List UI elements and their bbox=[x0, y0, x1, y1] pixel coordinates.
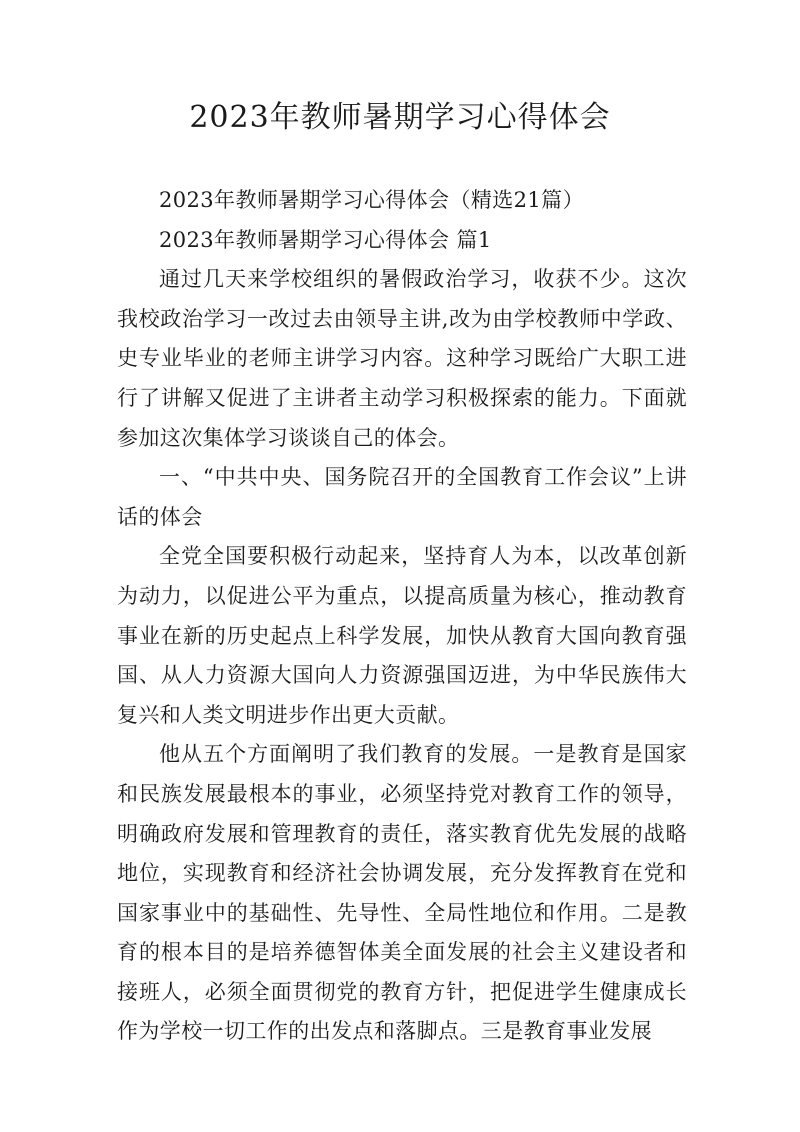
paragraph-quote: 全党全国要积极行动起来，坚持育人为本，以改革创新为动力，以促进公平为重点，以提高质量为核心，推动教育事业在新的历史起点上科学发展，加快从教育大国向教育强国、从人力资源大国向人力资源强国迈进，为中华民族伟大复兴和人类文明进步作出更大贡献。 bbox=[117, 544, 687, 727]
paragraph-five-aspects: 他从五个方面阐明了我们教育的发展。一是教育是国家和民族发展最根本的事业，必须坚持党对教育工作的领导，明确政府发展和管理教育的责任，落实教育优先发展的战略地位，实现教育和经济社会协调发展，充分发挥教育在党和国家事业中的基础性、先导性、全局性地位和作用。二是教育的根本目的是培养德智体美全面发展的社会主义建设者和接班人，必须全面贯彻党的教育方针，把促进学生健康成长作为学校一切工作的出发点和落脚点。三是教育事业发展 bbox=[117, 742, 687, 1044]
article-heading: 2023年教师暑期学习心得体会 篇1 bbox=[159, 227, 492, 252]
section-heading: 一、“中共中央、国务院召开的全国教育工作会议”上讲话的体会 bbox=[117, 465, 687, 529]
collection-subtitle: 2023年教师暑期学习心得体会（精选21篇） bbox=[159, 188, 584, 212]
document-title: 2023年教师暑期学习心得体会 bbox=[189, 100, 611, 135]
document-body bbox=[117, 181, 687, 1052]
paragraph-intro: 通过几天来学校组织的暑假政治学习，收获不少。这次我校政治学习一改过去由领导主讲,改为由学校教师中学政、史专业毕业的老师主讲学习内容。这种学习既给广大职工进行了讲解又促进了主讲者主动学习积极探索的能力。下面就参加这次集体学习谈谈自己的体会。 bbox=[117, 267, 687, 450]
